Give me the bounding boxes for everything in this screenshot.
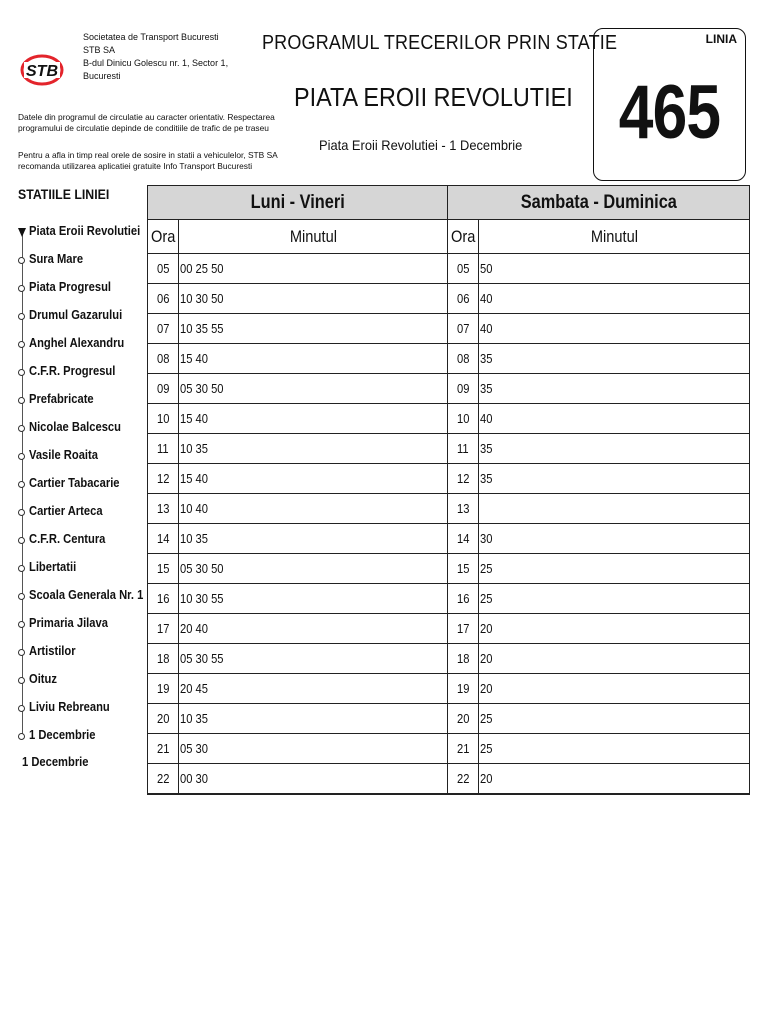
disclaimer-line: Datele din programul de circulatie au caracter orientativ. Respectarea <box>18 112 275 122</box>
weekend-hour-cell: 16 <box>448 584 479 614</box>
schedule-row <box>148 734 750 764</box>
weekend-header: Sambata - Duminica <box>448 186 750 220</box>
weekday-minutes-cell: 10 40 <box>179 494 448 524</box>
schedule-row <box>148 554 750 584</box>
station-name: Artistilor <box>29 643 76 658</box>
stop-marker-icon <box>18 733 25 740</box>
weekend-minutes-cell: 20 <box>479 674 750 704</box>
weekday-hour-cell: 14 <box>148 524 179 554</box>
minute-column-header: Minutul <box>179 220 448 254</box>
weekend-hour-cell: 08 <box>448 344 479 374</box>
weekend-minutes-cell: 25 <box>479 584 750 614</box>
station-name: Oituz <box>29 671 57 686</box>
weekday-minutes-cell: 00 30 <box>179 764 448 794</box>
weekend-hour-cell: 07 <box>448 314 479 344</box>
station-name: Scoala Generala Nr. 1 <box>29 587 144 602</box>
weekend-hour-cell: 15 <box>448 554 479 584</box>
weekday-hour-cell: 10 <box>148 404 179 434</box>
schedule-row <box>148 704 750 734</box>
weekday-hour-cell: 12 <box>148 464 179 494</box>
weekend-hour-cell: 11 <box>448 434 479 464</box>
station-name: Cartier Arteca <box>29 503 103 518</box>
weekday-hour-cell: 19 <box>148 674 179 704</box>
weekend-minutes-cell: 40 <box>479 284 750 314</box>
weekday-minutes-cell: 20 45 <box>179 674 448 704</box>
weekday-minutes-cell: 10 35 55 <box>179 314 448 344</box>
station-item <box>10 388 150 416</box>
station-item <box>10 276 150 304</box>
station-item <box>10 696 150 724</box>
station-item <box>10 584 150 612</box>
line-number: 465 <box>618 70 721 155</box>
weekday-hour-cell: 09 <box>148 374 179 404</box>
weekend-hour-cell: 09 <box>448 374 479 404</box>
weekday-minutes-cell: 15 40 <box>179 404 448 434</box>
weekend-minutes-cell: 20 <box>479 764 750 794</box>
weekday-hour-cell: 15 <box>148 554 179 584</box>
weekday-minutes-cell: 10 30 55 <box>179 584 448 614</box>
schedule-row <box>148 464 750 494</box>
station-name: C.F.R. Centura <box>29 531 106 546</box>
schedule-row <box>148 434 750 464</box>
company-info <box>83 31 243 83</box>
weekday-minutes-cell: 00 25 50 <box>179 254 448 284</box>
station-name: PIATA EROII REVOLUTIEI <box>294 82 573 112</box>
weekday-hour-cell: 07 <box>148 314 179 344</box>
schedule-row <box>148 494 750 524</box>
stop-marker-icon <box>18 565 25 572</box>
hour-column-header: Ora <box>448 220 479 254</box>
weekday-minutes-cell: 05 30 <box>179 734 448 764</box>
stop-marker-icon <box>18 397 25 404</box>
weekend-minutes-cell: 25 <box>479 704 750 734</box>
stop-marker-icon <box>18 453 25 460</box>
station-item <box>10 640 150 668</box>
stations-heading: STATIILE LINIEI <box>18 186 110 202</box>
stop-marker-icon <box>18 677 25 684</box>
schedule-table <box>147 185 750 795</box>
station-name: Prefabricate <box>29 391 94 406</box>
station-item <box>10 556 150 584</box>
weekend-hour-cell: 20 <box>448 704 479 734</box>
stop-marker-icon <box>18 257 25 264</box>
station-name: 1 Decembrie <box>29 727 96 742</box>
schedule-row <box>148 404 750 434</box>
company-city: Bucuresti <box>83 71 121 81</box>
station-item <box>10 472 150 500</box>
station-name: Drumul Gazarului <box>29 307 123 322</box>
weekday-minutes-cell: 10 30 50 <box>179 284 448 314</box>
station-name: Vasile Roaita <box>29 447 98 462</box>
stop-marker-icon <box>18 621 25 628</box>
weekend-minutes-cell <box>479 494 750 524</box>
weekend-hour-cell: 18 <box>448 644 479 674</box>
station-item <box>10 360 150 388</box>
weekend-hour-cell: 05 <box>448 254 479 284</box>
hour-column-header: Ora <box>148 220 179 254</box>
weekend-hour-cell: 13 <box>448 494 479 524</box>
weekend-hour-cell: 06 <box>448 284 479 314</box>
weekday-hour-cell: 05 <box>148 254 179 284</box>
schedule-row <box>148 314 750 344</box>
schedule-row <box>148 374 750 404</box>
document-title: PROGRAMUL TRECERILOR PRIN STATIE <box>262 32 618 54</box>
weekend-minutes-cell: 25 <box>479 734 750 764</box>
weekend-minutes-cell: 50 <box>479 254 750 284</box>
company-address: B-dul Dinicu Golescu nr. 1, Sector 1, <box>83 58 229 68</box>
station-name: Piata Progresul <box>29 279 112 294</box>
station-item <box>10 444 150 472</box>
weekend-minutes-cell: 35 <box>479 344 750 374</box>
stop-marker-icon <box>18 593 25 600</box>
weekday-minutes-cell: 20 40 <box>179 614 448 644</box>
terminus-label: 1 Decembrie <box>22 754 89 769</box>
weekday-minutes-cell: 15 40 <box>179 464 448 494</box>
weekday-hour-cell: 11 <box>148 434 179 464</box>
weekday-hour-cell: 21 <box>148 734 179 764</box>
weekday-hour-cell: 13 <box>148 494 179 524</box>
weekday-minutes-cell: 05 30 55 <box>179 644 448 674</box>
station-name: Anghel Alexandru <box>29 335 125 350</box>
weekend-hour-cell: 22 <box>448 764 479 794</box>
station-name: Libertatii <box>29 559 77 574</box>
station-item <box>10 220 150 248</box>
schedule-row <box>148 764 750 794</box>
schedule-row <box>148 344 750 374</box>
weekend-minutes-cell: 20 <box>479 614 750 644</box>
weekday-minutes-cell: 10 35 <box>179 704 448 734</box>
weekend-minutes-cell: 35 <box>479 434 750 464</box>
station-name: Cartier Tabacarie <box>29 475 120 490</box>
stop-marker-icon <box>18 425 25 432</box>
stop-marker-icon <box>18 285 25 292</box>
schedule-row <box>148 584 750 614</box>
station-name: Liviu Rebreanu <box>29 699 110 714</box>
weekday-hour-cell: 17 <box>148 614 179 644</box>
disclaimer-line: programului de circulatie depinde de conditiile de trafic de pe traseu <box>18 123 269 133</box>
station-item <box>10 612 150 640</box>
app-note-line: Pentru a afla in timp real orele de sosire in statii a vehiculelor, STB SA <box>18 150 278 160</box>
stb-logo <box>20 53 64 86</box>
station-item <box>10 500 150 528</box>
schedule-row <box>148 674 750 704</box>
station-item <box>10 724 150 752</box>
weekend-minutes-cell: 25 <box>479 554 750 584</box>
stop-marker-icon <box>18 481 25 488</box>
weekday-hour-cell: 18 <box>148 644 179 674</box>
weekend-minutes-cell: 40 <box>479 314 750 344</box>
weekday-hour-cell: 08 <box>148 344 179 374</box>
station-item <box>10 668 150 696</box>
logo-text: STB <box>26 63 58 80</box>
weekend-minutes-cell: 35 <box>479 464 750 494</box>
disclaimer-note <box>18 112 275 134</box>
station-item <box>10 528 150 556</box>
station-name: Sura Mare <box>29 251 84 266</box>
station-item <box>10 332 150 360</box>
station-name: C.F.R. Progresul <box>29 363 116 378</box>
weekend-hour-cell: 12 <box>448 464 479 494</box>
weekday-minutes-cell: 10 35 <box>179 434 448 464</box>
station-item <box>10 304 150 332</box>
schedule-row <box>148 524 750 554</box>
app-note-line: recomanda utilizarea aplicatiei gratuite Info Transport Bucuresti <box>18 161 253 171</box>
weekend-hour-cell: 10 <box>448 404 479 434</box>
weekday-minutes-cell: 05 30 50 <box>179 374 448 404</box>
stop-marker-icon <box>18 509 25 516</box>
weekend-minutes-cell: 35 <box>479 374 750 404</box>
weekend-minutes-cell: 30 <box>479 524 750 554</box>
schedule-row <box>148 644 750 674</box>
minute-column-header: Minutul <box>479 220 750 254</box>
route-subtitle: Piata Eroii Revolutiei - 1 Decembrie <box>319 137 523 153</box>
weekday-minutes-cell: 15 40 <box>179 344 448 374</box>
schedule-row <box>148 614 750 644</box>
station-item <box>10 416 150 444</box>
current-stop-marker-icon <box>18 228 26 237</box>
weekday-hour-cell: 20 <box>148 704 179 734</box>
weekday-header: Luni - Vineri <box>148 186 448 220</box>
weekend-hour-cell: 21 <box>448 734 479 764</box>
station-name: Primaria Jilava <box>29 615 108 630</box>
station-name: Piata Eroii Revolutiei <box>29 223 141 238</box>
stop-marker-icon <box>18 341 25 348</box>
weekday-minutes-cell: 05 30 50 <box>179 554 448 584</box>
app-note <box>18 150 278 172</box>
stop-marker-icon <box>18 649 25 656</box>
schedule-row <box>148 254 750 284</box>
weekend-minutes-cell: 40 <box>479 404 750 434</box>
stop-marker-icon <box>18 369 25 376</box>
weekend-hour-cell: 17 <box>448 614 479 644</box>
weekend-hour-cell: 19 <box>448 674 479 704</box>
company-name: Societatea de Transport Bucuresti <box>83 32 219 42</box>
line-label: LINIA <box>705 32 737 46</box>
schedule-row <box>148 284 750 314</box>
line-number-box <box>593 28 746 181</box>
stop-marker-icon <box>18 313 25 320</box>
weekend-minutes-cell: 20 <box>479 644 750 674</box>
weekday-hour-cell: 16 <box>148 584 179 614</box>
station-item <box>10 248 150 276</box>
stop-marker-icon <box>18 537 25 544</box>
weekday-hour-cell: 06 <box>148 284 179 314</box>
weekday-hour-cell: 22 <box>148 764 179 794</box>
company-short: STB SA <box>83 45 116 55</box>
stop-marker-icon <box>18 705 25 712</box>
weekday-minutes-cell: 10 35 <box>179 524 448 554</box>
weekend-hour-cell: 14 <box>448 524 479 554</box>
station-name: Nicolae Balcescu <box>29 419 121 434</box>
